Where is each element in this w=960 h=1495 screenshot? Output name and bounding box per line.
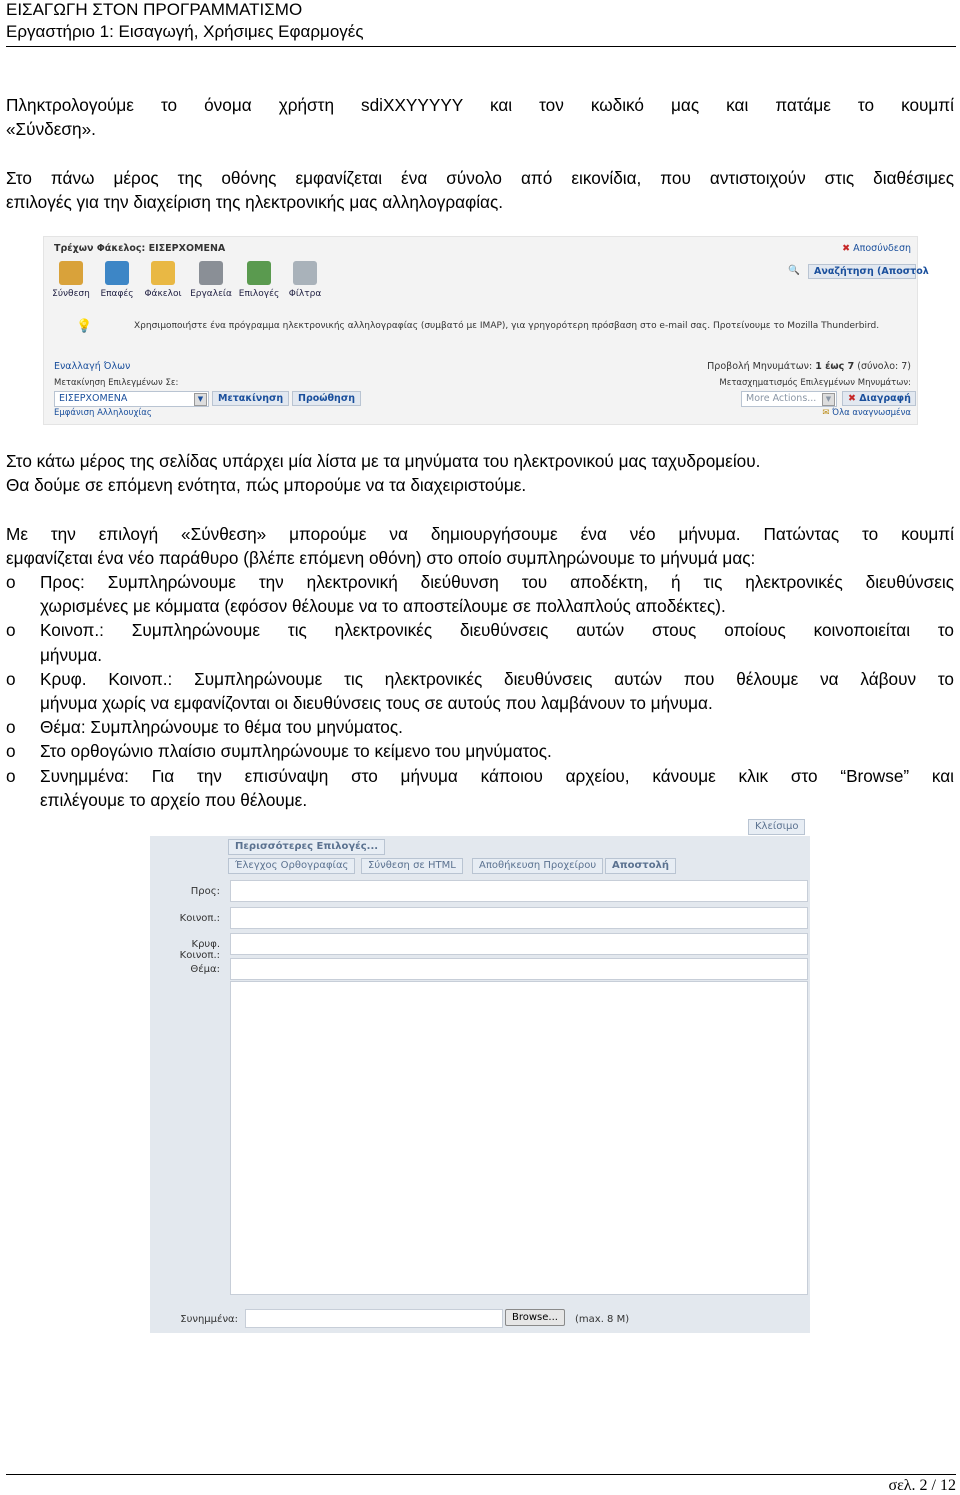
- toggle-all-link[interactable]: Εναλλαγή Όλων: [54, 361, 131, 372]
- paragraph-line: Στο πάνω μέρος της οθόνης εμφανίζεται ένα σύνολο από εικονίδια, που αντιστοιχούν στις διαθέσιμες: [6, 168, 954, 188]
- document-title: ΕΙΣΑΓΩΓΗ ΣΤΟΝ ΠΡΟΓΡΑΜΜΑΤΙΣΜΟ: [6, 0, 303, 19]
- list-item: o Κοινοπ.: Συμπληρώνουμε τις ηλεκτρονικές διευθύνσεις αυτών στους οποίους κοινοποιείται το μήνυμα.: [6, 620, 954, 665]
- paragraph-line: επιλογές για την διαχείριση της ηλεκτρονικής μας αλληλογραφίας.: [6, 192, 504, 213]
- more-actions-select[interactable]: More Actions... ▼: [741, 391, 837, 407]
- webmail-screenshot: [43, 236, 929, 425]
- compose-icon: [59, 261, 83, 285]
- cc-input[interactable]: [230, 907, 808, 929]
- move-selected-label: Μετακίνηση Επιλεγμένων Σε:: [54, 378, 179, 388]
- attachment-file-input[interactable]: [245, 1309, 503, 1328]
- attachments-label: Συνημμένα:: [180, 1314, 238, 1325]
- more-options-button[interactable]: Περισσότερες Επιλογές...: [228, 839, 385, 855]
- current-folder-label: Τρέχων Φάκελος: ΕΙΣΕΡΧΟΜΕΝΑ: [54, 243, 226, 254]
- show-headers-link[interactable]: Εμφάνιση Αλληλουχίας: [54, 408, 152, 418]
- document-subtitle: Εργαστήριο 1: Εισαγωγή, Χρήσιμες Εφαρμογές: [6, 22, 364, 41]
- subject-input[interactable]: [230, 958, 808, 980]
- paragraph-message-list: [6, 449, 954, 497]
- folders-icon: [151, 261, 175, 285]
- bcc-label: Κρυφ. Κοινοπ.:: [179, 939, 220, 961]
- header-rule: [6, 46, 956, 47]
- options-icon: [247, 261, 271, 285]
- forward-button[interactable]: Προώθηση: [292, 391, 361, 406]
- paragraph-line: εμφανίζεται ένα νέο παράθυρο (βλέπε επόμενη οθόνη) στο οποίο συμπληρώνουμε το μήνυμά μας:: [6, 548, 756, 569]
- bullet-marker: o: [6, 668, 16, 689]
- bullet-marker: o: [6, 765, 16, 786]
- list-item: o Στο ορθογώνιο πλαίσιο συμπληρώνουμε το κείμενο του μηνύματος.: [6, 739, 954, 763]
- cc-label: Κοινοπ.:: [179, 913, 220, 924]
- chevron-down-icon: ▼: [194, 393, 207, 406]
- list-item: o Συνημμένα: Για την επισύναψη στο μήνυμα κάποιου αρχείου, κάνουμε κλικ στο “Browse” και επιλέγουμε το αρχείο που θέλουμε.: [6, 765, 954, 810]
- message-view-count: Προβολή Μηνυμάτων: 1 έως 7 (σύνολο: 7): [707, 361, 911, 372]
- list-item: o Θέμα: Συμπληρώνουμε το θέμα του μηνύματος.: [6, 715, 954, 739]
- folder-select[interactable]: ΕΙΣΕΡΧΟΜΕΝΑ ▼: [54, 391, 209, 407]
- paragraph-icons: [6, 166, 954, 214]
- paragraph-compose: [6, 522, 954, 570]
- browse-button[interactable]: Browse...: [505, 1309, 565, 1326]
- bullet-marker: o: [6, 572, 16, 592]
- paragraph-line: Θα δούμε σε επόμενη ενότητα, πώς μπορούμε να τα διαχειριστούμε.: [6, 475, 527, 496]
- tools-button[interactable]: Εργαλεία: [188, 261, 234, 299]
- bullet-marker: o: [6, 717, 16, 738]
- subject-label: Θέμα:: [190, 964, 220, 975]
- envelope-icon: ✉: [822, 408, 830, 418]
- page-number: σελ. 2 / 12: [888, 1477, 956, 1494]
- close-button[interactable]: Κλείσιμο: [748, 819, 805, 835]
- list-item: o Κρυφ. Κοινοπ.: Συμπληρώνουμε τις ηλεκτρονικές διευθύνσεις αυτών που θέλουμε να λάβουν το μήνυμα χωρίς να εμφανίζονται οι διευθύνσεις τους σε αυτούς που λαμβάνουν το μήνυμα.: [6, 668, 954, 714]
- to-label: Προς:: [190, 886, 220, 897]
- close-icon: ✖: [842, 243, 851, 254]
- message-body-textarea[interactable]: [230, 981, 808, 1295]
- paragraph-line: Με την επιλογή «Σύνθεση» μπορούμε να δημιουργήσουμε ένα νέο μήνυμα. Πατώντας το κουμπί: [6, 524, 954, 544]
- filters-icon: [293, 261, 317, 285]
- send-button[interactable]: Αποστολή: [605, 858, 676, 874]
- compose-html-button[interactable]: Σύνθεση σε HTML: [361, 858, 463, 874]
- compose-screenshot: [150, 815, 810, 1333]
- compose-button[interactable]: Σύνθεση: [48, 261, 94, 299]
- mark-all-read-link[interactable]: ✉ Όλα αναγνωσμένα: [822, 408, 911, 418]
- list-item: o Προς: Συμπληρώνουμε την ηλεκτρονική διεύθυνση του αποδέκτη, ή τις ηλεκτρονικές διευθύνσεις χωρισμένες με κόμματα (εφόσον θέλουμε να το αποστείλουμε σε πολλαπλούς αποδέκτες).: [6, 572, 954, 617]
- spellcheck-button[interactable]: Έλεγχος Ορθογραφίας: [228, 858, 355, 874]
- bullet-marker: o: [6, 741, 16, 762]
- contacts-button[interactable]: Επαφές: [94, 261, 140, 299]
- delete-icon: ✖: [848, 393, 856, 404]
- options-button[interactable]: Επιλογές: [236, 261, 282, 299]
- bullet-marker: o: [6, 620, 16, 641]
- move-button[interactable]: Μετακίνηση: [212, 391, 289, 406]
- tools-icon: [199, 261, 223, 285]
- filters-button[interactable]: Φίλτρα: [282, 261, 328, 299]
- save-draft-button[interactable]: Αποθήκευση Προχείρου: [472, 858, 603, 874]
- lightbulb-icon: 💡: [76, 319, 93, 334]
- mark-selected-label: Μετασχηματισμός Επιλεγμένων Μηνυμάτων:: [719, 378, 911, 388]
- max-size-note: (max. 8 M): [575, 1314, 630, 1325]
- contacts-icon: [105, 261, 129, 285]
- bcc-input[interactable]: [230, 933, 808, 955]
- logout-link[interactable]: ✖ Αποσύνδεση: [842, 243, 911, 254]
- paragraph-login: [6, 93, 954, 141]
- folders-button[interactable]: Φάκελοι: [140, 261, 186, 299]
- paragraph-line: Πληκτρολογούμε το όνομα χρήστη sdiXXYYYYY και τον κωδικό μας και πατάμε το κουμπί: [6, 95, 954, 115]
- delete-button[interactable]: ✖ Διαγραφή: [842, 391, 916, 406]
- compose-fields-list: [6, 570, 954, 812]
- footer-rule: [6, 1474, 956, 1475]
- search-button[interactable]: Αναζήτηση (Αποστολ: [808, 264, 916, 279]
- paragraph-line: Στο κάτω μέρος της σελίδας υπάρχει μία λίστα με τα μηνύματα του ηλεκτρονικού μας ταχυδρομείου.: [6, 451, 761, 471]
- search-icon[interactable]: 🔍: [788, 265, 800, 276]
- imap-tip: Χρησιμοποιήστε ένα πρόγραμμα ηλεκτρονικής αλληλογραφίας (συμβατό με IMAP), για γρηγορότερη πρόσβαση στο e-mail σας. Προτείνουμε το Mozilla Thunderbird.: [134, 321, 880, 331]
- chevron-down-icon: ▼: [822, 393, 835, 406]
- to-input[interactable]: [230, 880, 808, 902]
- paragraph-line: «Σύνδεση».: [6, 119, 96, 140]
